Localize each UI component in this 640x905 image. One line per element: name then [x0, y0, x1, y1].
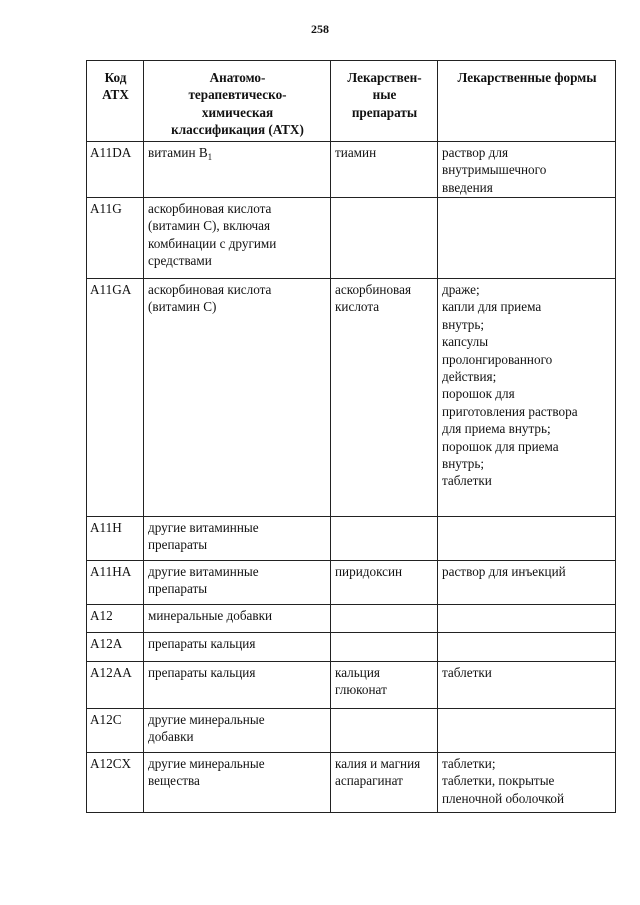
cell-forms: раствор для внутримышечного введения	[438, 142, 616, 198]
atx-table	[86, 60, 616, 813]
cell-classification: другие минеральные вещества	[144, 753, 331, 813]
header-drugs: Лекарствен- ные препараты	[331, 61, 438, 142]
cell-forms: раствор для инъекций	[438, 561, 616, 605]
table-row	[87, 709, 616, 753]
table-row	[87, 517, 616, 561]
cell-drugs: аскорбиновая кислота	[331, 279, 438, 517]
header-forms: Лекарственные формы	[438, 61, 616, 142]
cell-forms: таблетки	[438, 662, 616, 709]
cell-classification: препараты кальция	[144, 633, 331, 662]
table-header-row	[87, 61, 616, 142]
cell-forms: драже; капли для приема внутрь; капсулы пролонгированного действия; порошок для приготовления раствора для приема внутрь; порошок для приема внутрь; таблетки	[438, 279, 616, 517]
cell-forms: таблетки; таблетки, покрытые пленочной оболочкой	[438, 753, 616, 813]
cell-code: A11DA	[87, 142, 144, 198]
cell-code: A12AA	[87, 662, 144, 709]
table-row	[87, 633, 616, 662]
cell-drugs	[331, 709, 438, 753]
cell-classification: другие витаминные препараты	[144, 517, 331, 561]
cell-drugs	[331, 605, 438, 633]
cell-drugs	[331, 633, 438, 662]
cell-classification: другие витаминные препараты	[144, 561, 331, 605]
cell-drugs: калия и магния аспарагинат	[331, 753, 438, 813]
cell-drugs: пиридоксин	[331, 561, 438, 605]
table-row	[87, 753, 616, 813]
cell-code: A12C	[87, 709, 144, 753]
cell-classification: другие минеральные добавки	[144, 709, 331, 753]
cell-drugs	[331, 198, 438, 279]
cell-code: A12CX	[87, 753, 144, 813]
cell-forms	[438, 605, 616, 633]
table-row	[87, 279, 616, 517]
cell-code: A12	[87, 605, 144, 633]
cell-classification: препараты кальция	[144, 662, 331, 709]
table-row	[87, 142, 616, 198]
cell-classification: аскорбиновая кислота (витамин C), включая комбинации с другими средствами	[144, 198, 331, 279]
page-number: 258	[311, 22, 329, 36]
cell-forms	[438, 517, 616, 561]
cell-classification: витамин $B_1$	[144, 142, 331, 198]
cell-drugs: тиамин	[331, 142, 438, 198]
cell-code: A12A	[87, 633, 144, 662]
table-row	[87, 662, 616, 709]
cell-code: A11H	[87, 517, 144, 561]
cell-code: A11HA	[87, 561, 144, 605]
cell-drugs	[331, 517, 438, 561]
cell-drugs: кальция глюконат	[331, 662, 438, 709]
table-row	[87, 605, 616, 633]
header-code: Код АТХ	[87, 61, 144, 142]
header-classification: Анатомо- терапевтическо- химическая классификация (АТХ)	[144, 61, 331, 142]
cell-classification: минеральные добавки	[144, 605, 331, 633]
cell-code: A11GA	[87, 279, 144, 517]
cell-classification: аскорбиновая кислота (витамин C)	[144, 279, 331, 517]
table-row	[87, 198, 616, 279]
cell-forms	[438, 709, 616, 753]
cell-forms	[438, 198, 616, 279]
cell-forms	[438, 633, 616, 662]
cell-code: A11G	[87, 198, 144, 279]
table-row	[87, 561, 616, 605]
